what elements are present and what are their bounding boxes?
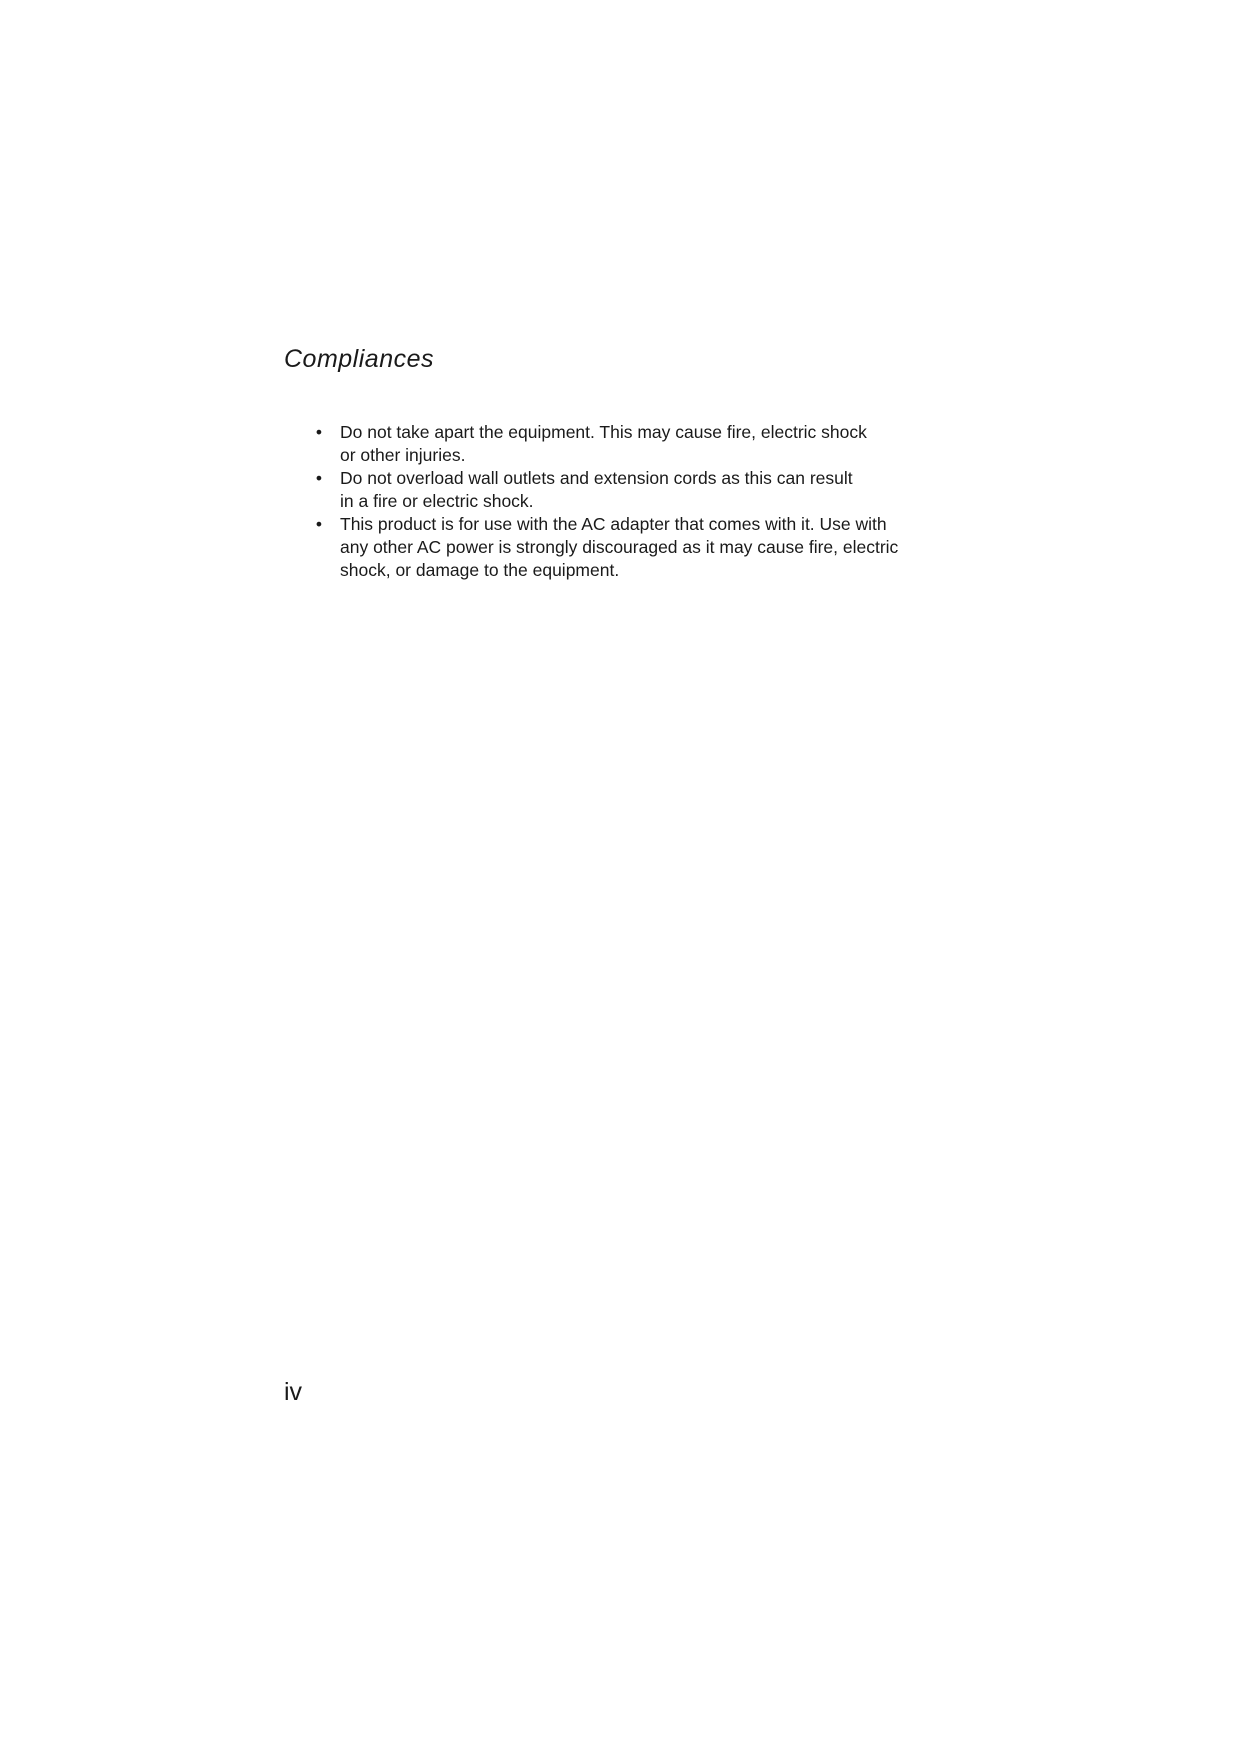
bullet-icon: • — [315, 422, 323, 442]
page-number: iv — [284, 1378, 303, 1406]
list-item-text-line: in a fire or electric shock. — [340, 491, 534, 511]
list-item — [312, 421, 992, 467]
list-item-text-line: This product is for use with the AC adapter that comes with it. Use with — [340, 514, 887, 534]
safety-warning-list — [312, 421, 992, 582]
list-item-text-line: shock, or damage to the equipment. — [340, 560, 620, 580]
list-item-text-line: or other injuries. — [340, 445, 466, 465]
list-item-text-line: Do not overload wall outlets and extension cords as this can result — [340, 468, 853, 488]
bullet-icon: • — [315, 468, 323, 488]
list-item-text-line: any other AC power is strongly discouraged as it may cause fire, electric — [340, 537, 899, 557]
list-item-text-line: Do not take apart the equipment. This may cause fire, electric shock — [340, 422, 867, 442]
list-item — [312, 467, 992, 513]
list-item — [312, 513, 992, 582]
bullet-icon: • — [315, 514, 323, 534]
page-title: Compliances — [284, 345, 435, 373]
